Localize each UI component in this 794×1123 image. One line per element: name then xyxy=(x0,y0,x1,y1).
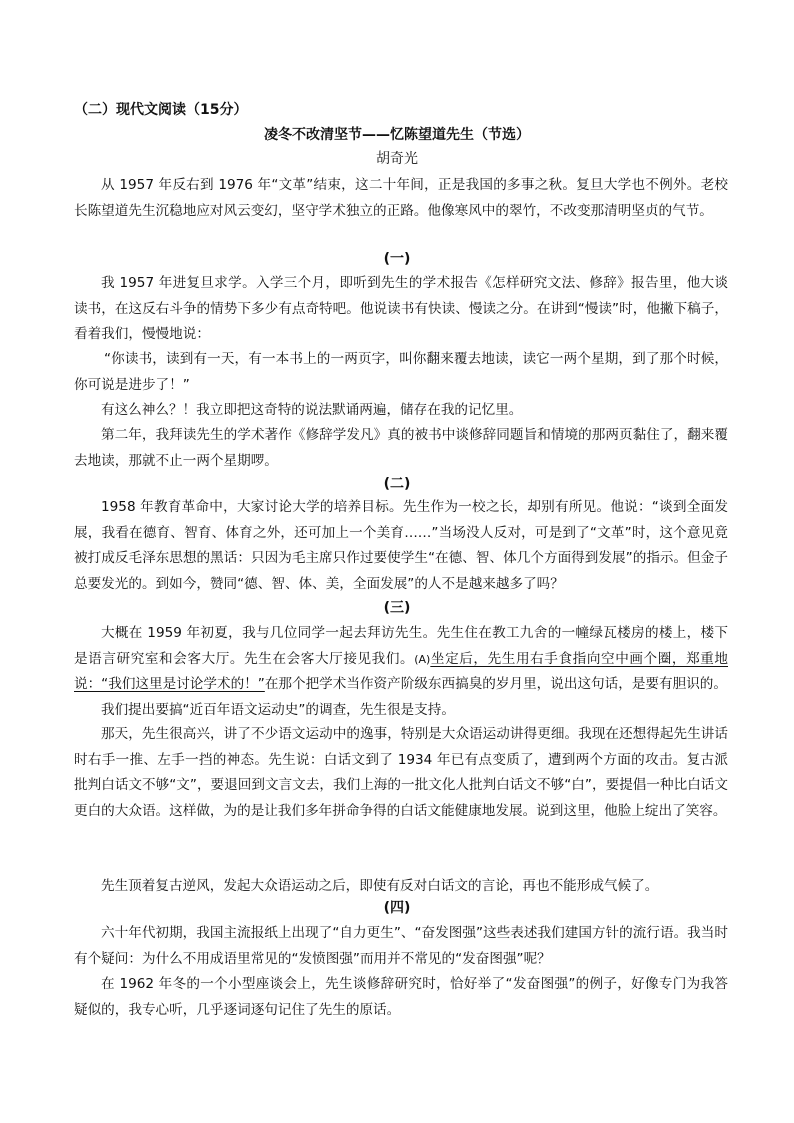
author-name: 胡奇光 xyxy=(376,151,418,167)
underlined-passage-a: 坐定后，先生用右手食指向空中画个圈，郑重地说：“我们这里是讨论学术的！” xyxy=(74,650,729,692)
article-title: 凌冬不改清坚节——忆陈望道先生（节选） xyxy=(264,127,530,143)
section-title: （二）现代文阅读（15分） xyxy=(74,102,248,118)
part-3-paragraph-1-text: 大概在 1959 年初夏，我与几位同学一起去拜访先生。先生住在教工九舍的一幢绿瓦楼房的楼上，楼下是语言研究室和会客大厅。先生在会客大厅接见我们。 xyxy=(74,625,728,667)
part-1-paragraph-4: 第二年，我拜读先生的学术著作《修辞学发凡》真的被书中谈修辞同题旨和情境的那两页黏住了，翻来覆去地读，那就不止一两个星期啰。 xyxy=(74,427,728,469)
part-3-paragraph-2: 我们提出要搞“近百年语文运动史”的调查，先生很是支持。 xyxy=(101,702,455,718)
question-marker-a: (A) xyxy=(414,652,431,666)
part-4-heading: (四) xyxy=(383,900,411,916)
part-3-paragraph-4: 先生顶着复古逆风，发起大众语运动之后，即使有反对白话文的言论，再也不能形成气候了。 xyxy=(101,878,659,894)
part-2-heading: (二) xyxy=(383,476,411,492)
part-1-paragraph-3: 有这么神么？！我立即把这奇特的说法默诵两遍，储存在我的记忆里。 xyxy=(101,402,523,418)
part-3-paragraph-1 xyxy=(74,621,728,698)
part-2-paragraph-1: 1958 年教育革命中，大家讨论大学的培养目标。先生作为一校之长，却别有所见。他说：“谈到全面发展，我看在德育、智育、体育之外，还可加上一个美育……”当场没人反对，可是到了“文革”时，这个意见竟被打成反毛泽东思想的黑话：只因为毛主席只作过要使学生“在德、智、体几个方面得到发展”的指示。但金子总要发光的。到如今，赞同“德、智、体、美，全面发展”的人不是越来越多了吗？ xyxy=(74,499,728,592)
part-1-heading: (一) xyxy=(383,251,411,267)
part-3-paragraph-1-text-end: 在那个把学术当作资产阶级东西搞臭的岁月里，说出这句话，是要有胆识的。 xyxy=(264,676,727,692)
part-1-quote: “你读书，读到有一天，有一本书上的一两页字，叫你翻来覆去地读，读它一两个星期，到了那个时候，你可说是进步了！” xyxy=(74,351,728,393)
part-4-paragraph-1: 六十年代初期，我国主流报纸上出现了“自力更生”、“奋发图强”这些表述我们建国方针的流行语。我当时有个疑问：为什么不用成语里常见的“发愤图强”而用并不常见的“发奋图强”呢？ xyxy=(74,925,728,967)
part-3-heading: (三) xyxy=(383,600,411,616)
part-3-paragraph-3: 那天，先生很高兴，讲了不少语文运动中的逸事，特别是大众语运动讲得更细。我现在还想得起先生讲话时右手一推、左手一挡的神态。先生说：白话文到了 1934 年已有点变质了，遭到两个方面的攻击。复古派批判白话文不够“文”，要退回到文言文去，我们上海的一批文化人批判白话文不够“白”，要提倡一种比白话文更白的大众语。这样做，为的是让我们多年拼命争得的白话文能健康地发展。说到这里，他脸上绽出了笑容。 xyxy=(74,726,728,819)
intro-paragraph: 从 1957 年反右到 1976 年“文革”结束，这二十年间，正是我国的多事之秋。复旦大学也不例外。老校长陈望道先生沉稳地应对风云变幻，坚守学术独立的正路。他像寒风中的翠竹，不改变那清明坚贞的气节。 xyxy=(74,177,728,219)
part-1-paragraph-1: 我 1957 年进复旦求学。入学三个月，即听到先生的学术报告《怎样研究文法、修辞》报告里，他大谈读书，在这反右斗争的情势下多少有点奇特吧。他说读书有快读、慢读之分。在讲到“慢读”时，他撇下稿子，看着我们，慢慢地说： xyxy=(74,275,728,342)
part-4-paragraph-2: 在 1962 年冬的一个小型座谈会上，先生谈修辞研究时，恰好举了“发奋图强”的例子，好像专门为我答疑似的，我专心听，几乎逐词逐句记住了先生的原话。 xyxy=(74,976,728,1018)
